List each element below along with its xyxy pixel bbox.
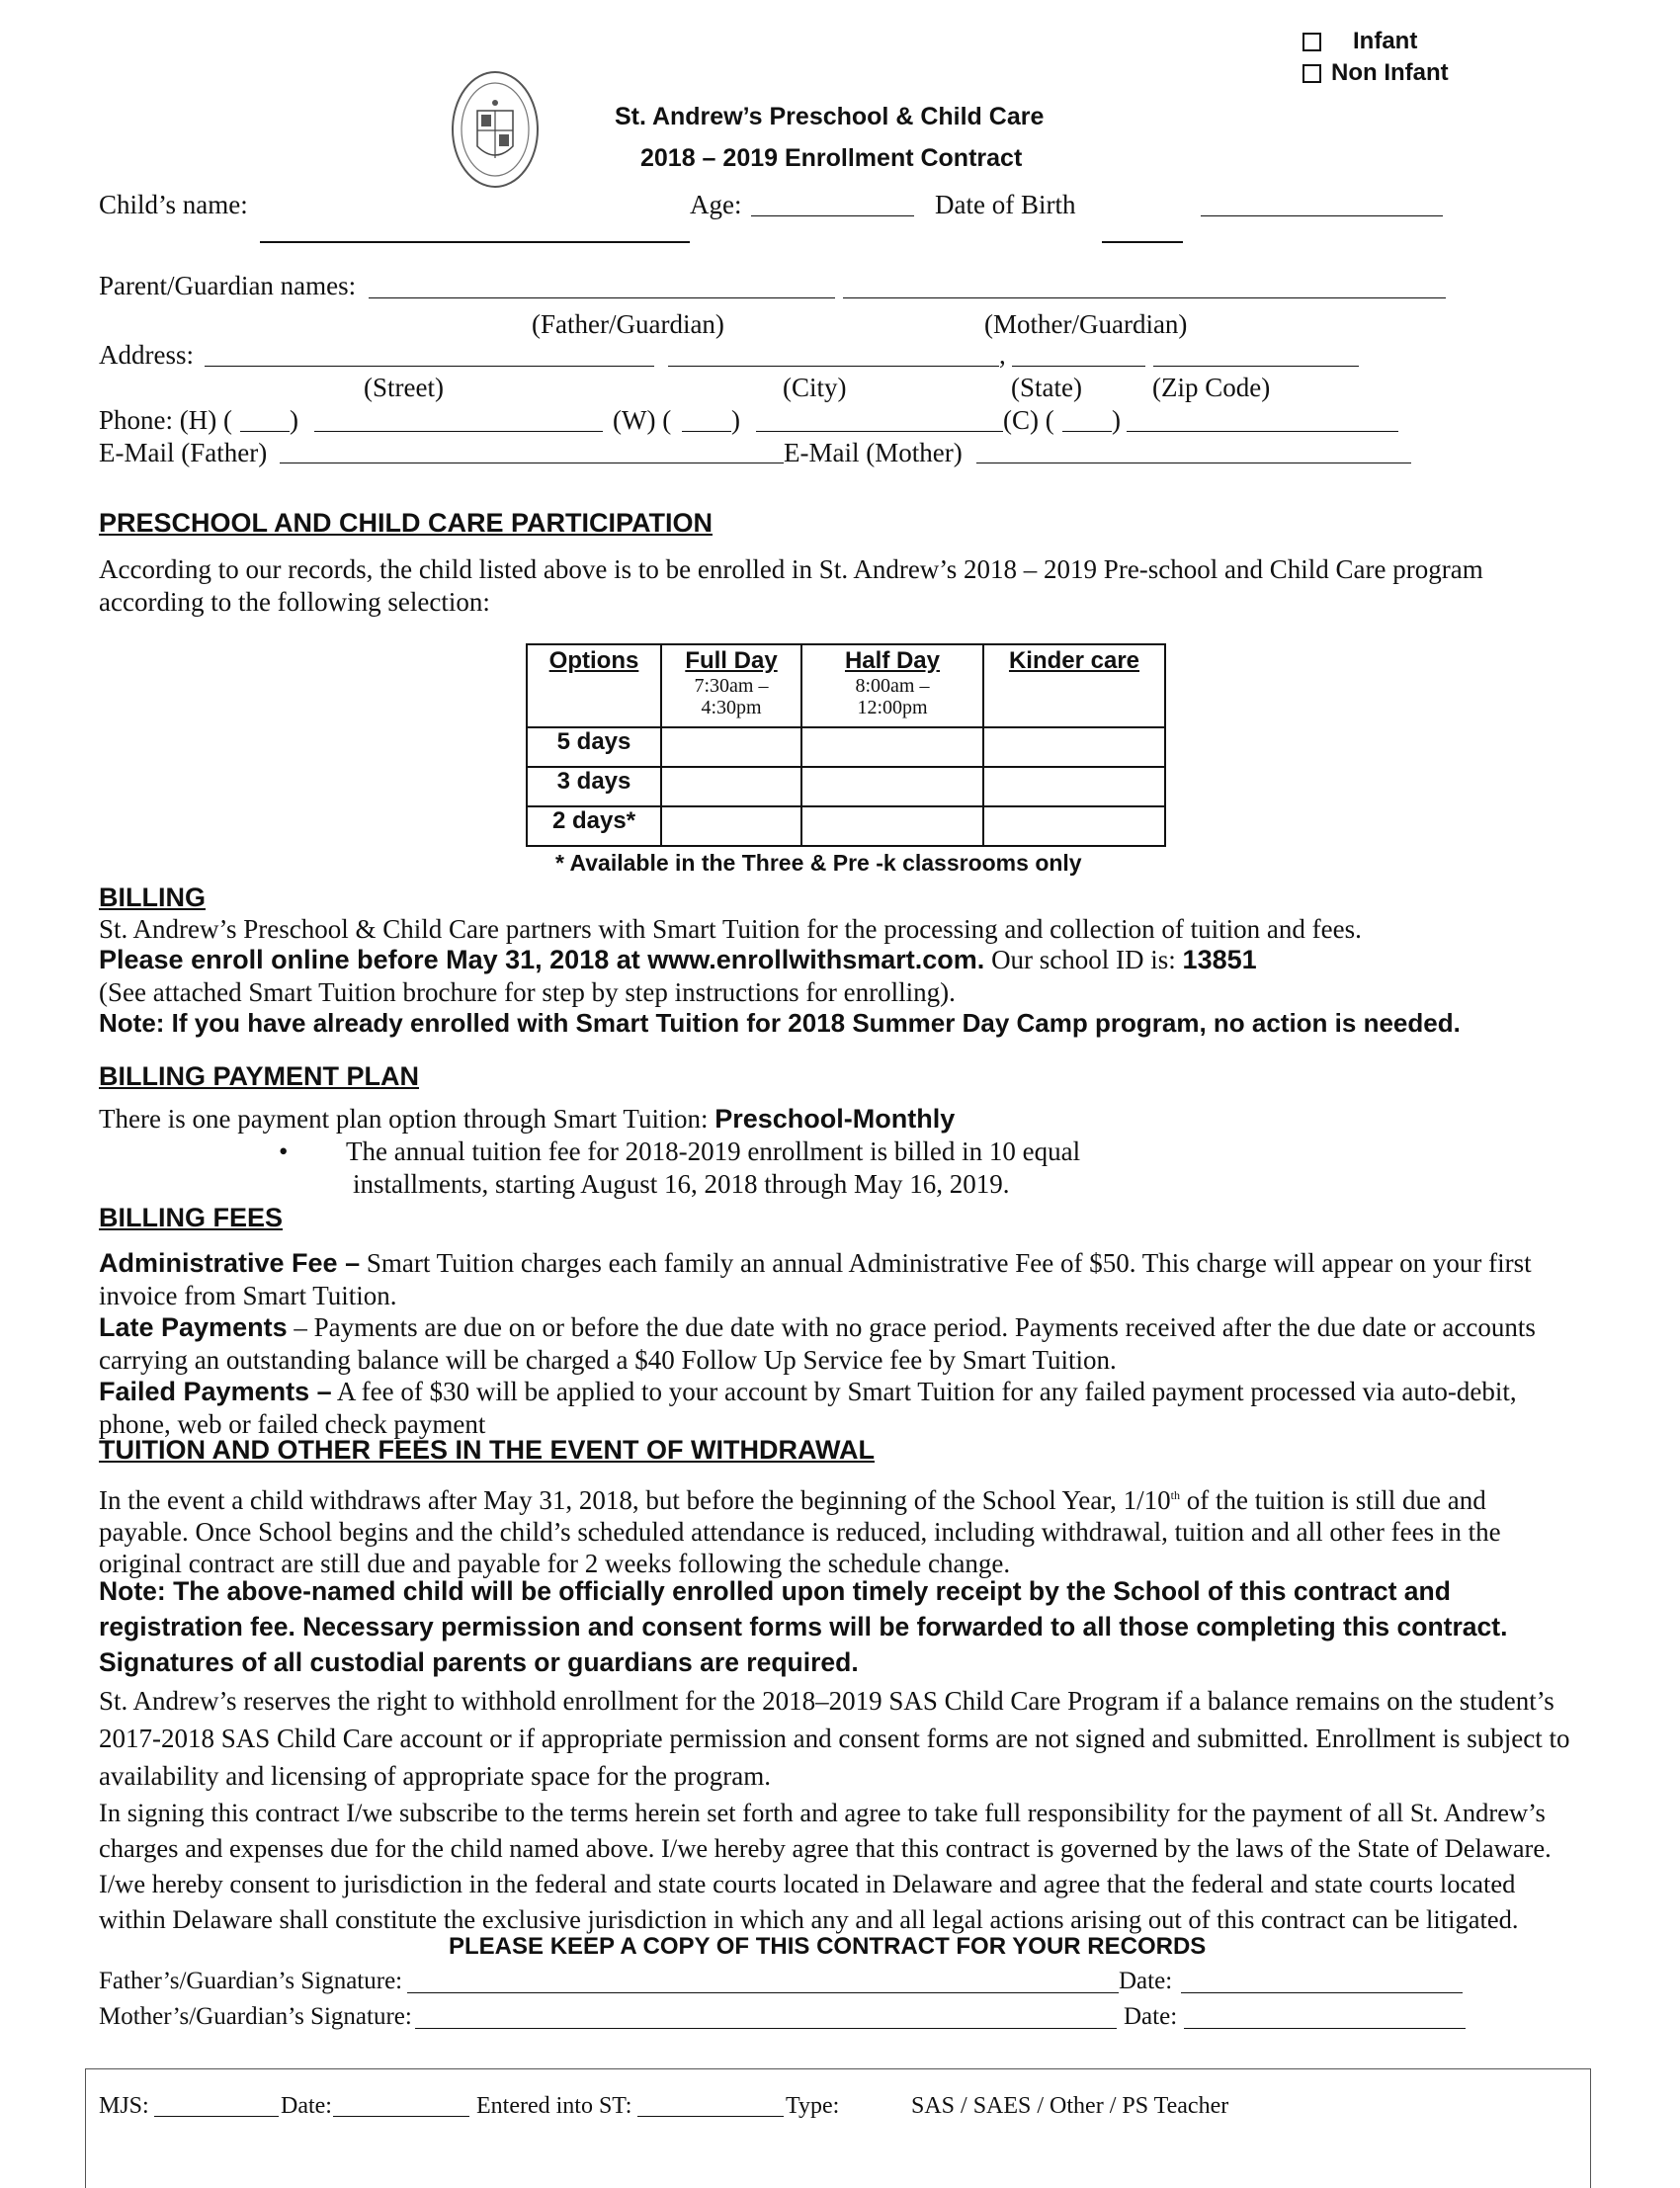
table-footnote: * Available in the Three & Pre -k classrooms only (555, 850, 1082, 876)
col-kinder-label: Kinder care (1008, 647, 1140, 674)
payment-plan-bullet-cont: installments, starting August 16, 2018 through May 16, 2019. (353, 1169, 1010, 1199)
phone-cell-label: (C) ( (1003, 405, 1054, 435)
mother-name-field[interactable] (843, 297, 1446, 298)
payment-plan-intro-text: There is one payment plan option through Smart Tuition: (99, 1104, 715, 1134)
cell-2-full[interactable] (661, 806, 801, 846)
col-full-day (661, 644, 801, 727)
options-table (526, 643, 1166, 847)
address-label: Address: (99, 340, 194, 370)
col-half-day (801, 644, 983, 727)
office-use-box (85, 2068, 1591, 2188)
father-date-label: Date: (1119, 1968, 1173, 1994)
billing-school-id-label: Our school ID is: (984, 945, 1183, 974)
non-infant-label: Non Infant (1331, 59, 1449, 86)
non-infant-option[interactable] (1302, 59, 1449, 87)
state-field[interactable] (1012, 366, 1145, 367)
late-payments-text: – Payments are due on or before the due date with no grace period. Payments received after the due date or accounts carrying an outstanding balance will be charged a $40 Follow Up Service fee by Smart Tuition. (99, 1312, 1536, 1375)
zip-caption: (Zip Code) (1152, 373, 1271, 402)
row-label-5 (527, 727, 661, 767)
paren-close-2: ) (731, 405, 740, 435)
child-name-field[interactable] (260, 241, 690, 243)
address-comma: , (999, 340, 1006, 370)
billing-line2 (99, 945, 1257, 975)
late-payments-label: Late Payments (99, 1312, 288, 1342)
withdrawal-heading: TUITION AND OTHER FEES IN THE EVENT OF WITHDRAWAL (99, 1435, 875, 1465)
age-field[interactable] (751, 215, 914, 216)
late-payments-para (99, 1311, 1581, 1377)
father-signature-field[interactable] (407, 1992, 1119, 1993)
phone-work-area[interactable] (682, 431, 731, 432)
col-full-day-label: Full Day (685, 647, 778, 674)
cell-2-half[interactable] (801, 806, 983, 846)
mother-date-field[interactable] (1184, 2028, 1466, 2029)
office-mjs-field[interactable] (154, 2116, 279, 2117)
phone-work-label: (W) ( (613, 405, 672, 435)
cell-3-full[interactable] (661, 767, 801, 806)
table-row (527, 767, 1165, 806)
mother-signature-field[interactable] (415, 2028, 1117, 2029)
city-field[interactable] (668, 366, 999, 367)
billing-enroll-online: Please enroll online before May 31, 2018 at www.enrollwithsmart.com. (99, 945, 985, 974)
father-signature-label: Father’s/Guardian’s Signature: (99, 1968, 403, 1994)
infant-option[interactable] (1302, 28, 1417, 55)
street-caption: (Street) (364, 373, 444, 402)
zip-field[interactable] (1153, 366, 1359, 367)
admin-fee-label: Administrative Fee – (99, 1248, 361, 1278)
mother-date-label: Date: (1124, 2003, 1178, 2030)
father-date-field[interactable] (1181, 1992, 1463, 1993)
row-3-days: 3 days (556, 768, 631, 795)
child-name-label: Child’s name: (99, 190, 248, 219)
email-father-label: E-Mail (Father) (99, 438, 268, 467)
col-options-label: Options (548, 647, 639, 674)
col-options (527, 644, 661, 727)
row-label-2 (527, 806, 661, 846)
mother-guardian-caption: (Mother/Guardian) (984, 309, 1188, 339)
billing-line1: St. Andrew’s Preschool & Child Care partners with Smart Tuition for the processing and collection of tuition and fees. (99, 914, 1362, 944)
email-mother-label: E-Mail (Mother) (784, 438, 963, 467)
billing-heading: BILLING (99, 883, 206, 912)
office-entered-field[interactable] (637, 2116, 784, 2117)
cell-5-half[interactable] (801, 727, 983, 767)
state-caption: (State) (1011, 373, 1082, 402)
failed-payments-text: A fee of $30 will be applied to your account by Smart Tuition for any failed payment processed via auto-debit, phone, web or failed check payment (99, 1377, 1517, 1439)
cell-5-kinder[interactable] (983, 727, 1165, 767)
school-name: St. Andrew’s Preschool & Child Care (615, 103, 1045, 130)
row-label-3 (527, 767, 661, 806)
parent-names-label: Parent/Guardian names: (99, 271, 357, 300)
non-infant-checkbox[interactable] (1302, 64, 1321, 83)
father-name-field[interactable] (369, 297, 835, 298)
phone-home-field[interactable] (314, 431, 603, 432)
billing-line3: (See attached Smart Tuition brochure for step by step instructions for enrolling). (99, 977, 956, 1007)
school-seal (450, 69, 541, 195)
withdrawal-text-a: In the event a child withdraws after May 31, 2018, but before the beginning of the School Year, 1/10 (99, 1485, 1171, 1515)
col-half-day-label: Half Day (844, 647, 941, 674)
mother-signature-label: Mother’s/Guardian’s Signature: (99, 2003, 412, 2030)
father-guardian-caption: (Father/Guardian) (532, 309, 724, 339)
table-row (527, 806, 1165, 846)
table-row (527, 727, 1165, 767)
failed-payments-para (99, 1376, 1581, 1441)
billing-fees-heading: BILLING FEES (99, 1203, 284, 1232)
failed-payments-label: Failed Payments – (99, 1377, 332, 1406)
cell-5-full[interactable] (661, 727, 801, 767)
withdrawal-text (99, 1479, 1581, 1579)
admin-fee-text: Smart Tuition charges each family an annual Administrative Fee of $50. This charge will appear on your first invoice from Smart Tuition. (99, 1248, 1532, 1310)
office-date-field[interactable] (333, 2116, 469, 2117)
withdrawal-text-b: of the tuition is still due and payable. Once School begins and the child’s scheduled attendance is reduced, including withdrawal, tuition and all other fees in the original contract are still due and payable for 2 weeks following the schedule change. (99, 1485, 1501, 1578)
dob-field[interactable] (1201, 215, 1443, 216)
paren-close-3: ) (1112, 405, 1121, 435)
participation-heading: PRESCHOOL AND CHILD CARE PARTICIPATION (99, 508, 714, 538)
signing-terms-para: In signing this contract I/we subscribe to the terms herein set forth and agree to take full responsibility for the payment of all St. Andrew’s charges and expenses due for the child named above. I/we hereby agree that this contract is governed by the laws of the State of Delaware. I/we hereby consent to jurisdiction in the federal and state courts located in Delaware and agree that the federal and state courts located within Delaware shall constitute the exclusive jurisdiction in which any and all legal actions arising out of this contract can be litigated. (99, 1798, 1552, 1934)
phone-home-label: Phone: (H) ( (99, 405, 232, 435)
payment-plan-intro (99, 1104, 955, 1135)
row-2-days: 2 days* (551, 807, 636, 834)
office-mjs-label: MJS: (99, 2093, 149, 2119)
keep-copy-notice: PLEASE KEEP A COPY OF THIS CONTRACT FOR YOUR RECORDS (449, 1933, 1207, 1960)
cell-2-kinder[interactable] (983, 806, 1165, 846)
col-half-day-time: 8:00am – 12:00pm (855, 675, 930, 718)
payment-plan-heading: BILLING PAYMENT PLAN (99, 1061, 420, 1091)
payment-plan-name: Preschool-Monthly (714, 1104, 956, 1134)
paren-close-1: ) (290, 405, 298, 435)
phone-cell-area[interactable] (1062, 431, 1112, 432)
cell-3-half[interactable] (801, 767, 983, 806)
dob-field-short[interactable] (1102, 241, 1183, 243)
row-5-days: 5 days (556, 728, 631, 755)
phone-home-area[interactable] (240, 431, 290, 432)
billing-note: Note: If you have already enrolled with Smart Tuition for 2018 Summer Day Camp program, no action is needed. (99, 1008, 1461, 1038)
infant-label: Infant (1353, 28, 1418, 54)
enrollment-note: Note: The above-named child will be officially enrolled upon timely receipt by the School of this contract and registration fee. Necessary permission and consent forms will be forwarded to all those completing this contract. Signatures of all custodial parents or guardians are required. (99, 1576, 1508, 1677)
bullet-icon: • (279, 1136, 289, 1166)
infant-checkbox[interactable] (1302, 33, 1321, 51)
reserve-right-para: St. Andrew’s reserves the right to withhold enrollment for the 2018–2019 SAS Child Care Program if a balance remains on the student’s 2017-2018 SAS Child Care account or if appropriate permission and consent forms are not signed and submitted. Enrollment is subject to availability and licensing of appropriate space for the program. (99, 1686, 1570, 1791)
office-type-options: SAS / SAES / Other / PS Teacher (911, 2093, 1229, 2119)
cell-3-kinder[interactable] (983, 767, 1165, 806)
office-type-label: Type: (786, 2093, 840, 2119)
phone-cell-field[interactable] (1127, 431, 1398, 432)
phone-work-field[interactable] (756, 431, 1003, 432)
participation-intro: According to our records, the child listed above is to be enrolled in St. Andrew’s 2018 – 2019 Pre-school and Child Care program according to the following selection: (99, 554, 1483, 617)
col-full-day-time: 7:30am – 4:30pm (694, 675, 769, 718)
col-kinder-care (983, 644, 1165, 727)
withdrawal-sup: th (1170, 1488, 1181, 1502)
billing-school-id: 13851 (1182, 945, 1257, 974)
office-date-label: Date: (281, 2093, 332, 2119)
age-label: Age: (690, 190, 742, 219)
contract-title: 2018 – 2019 Enrollment Contract (640, 144, 1023, 172)
admin-fee-para (99, 1247, 1581, 1312)
dob-label: Date of Birth (935, 190, 1076, 219)
street-field[interactable] (205, 366, 654, 367)
office-entered-label: Entered into ST: (476, 2093, 632, 2119)
payment-plan-bullet: The annual tuition fee for 2018-2019 enrollment is billed in 10 equal (346, 1136, 1081, 1166)
city-caption: (City) (783, 373, 847, 402)
